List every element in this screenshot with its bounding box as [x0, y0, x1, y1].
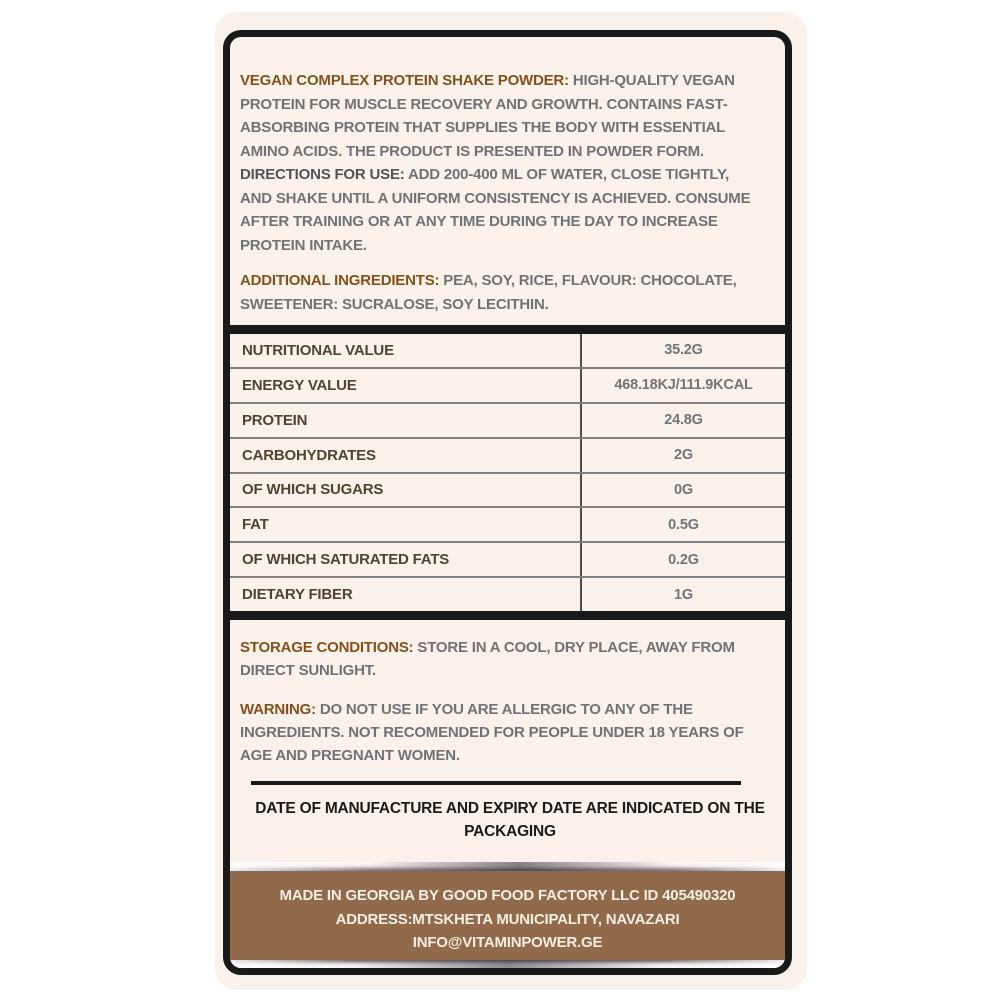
description-section — [230, 37, 785, 325]
storage-conditions-label: STORAGE CONDITIONS: — [240, 639, 414, 656]
additional-ingredients-text: PEA, SOY, RICE, FLAVOUR: CHOCOLATE, SWEETENER: SUCRALOSE, SOY LECITHIN. — [240, 272, 737, 313]
warning-label: WARNING: — [240, 701, 316, 718]
row-value: 2G — [674, 447, 693, 464]
row-value: 468.18KJ/111.9KCAL — [614, 377, 753, 394]
row-value: 0G — [674, 481, 693, 498]
label-panel — [215, 12, 807, 990]
row-label: FAT — [230, 508, 582, 541]
manufacturer-line: MADE IN GEORGIA BY GOOD FOOD FACTORY LLC ID 405490320 — [279, 887, 736, 904]
table-row — [230, 369, 785, 404]
product-description-text: HIGH-QUALITY VEGAN PROTEIN FOR MUSCLE RECOVERY AND GROWTH. CONTAINS FAST-ABSORBING PROTEIN THAT SUPPLIES THE BODY WITH ESSENTIAL AMINO ACIDS. THE PRODUCT IS PRESENTED IN POWDER FORM. — [240, 72, 735, 160]
additional-ingredients-label: ADDITIONAL INGREDIENTS: — [240, 272, 440, 289]
table-row — [230, 543, 785, 578]
product-name-label: VEGAN COMPLEX PROTEIN SHAKE POWDER: — [240, 72, 569, 89]
row-label: OF WHICH SATURATED FATS — [230, 543, 582, 576]
row-value: 0.2G — [668, 551, 699, 568]
table-row — [230, 439, 785, 474]
row-label: DIETARY FIBER — [230, 578, 582, 611]
manufacturer-email-line: INFO@VITAMINPOWER.GE — [412, 934, 603, 951]
row-label: ENERGY VALUE — [230, 369, 582, 402]
row-label: OF WHICH SUGARS — [230, 474, 582, 507]
directions-text: ADD 200-400 ML OF WATER, CLOSE TIGHTLY, AND SHAKE UNTIL A UNIFORM CONSISTENCY IS ACHIEVED. CONSUME AFTER TRAINING OR AT ANY TIME DURING THE DAY TO INCREASE PROTEIN INTAKE. — [240, 166, 751, 254]
horizontal-rule — [251, 781, 741, 785]
row-label: NUTRITIONAL VALUE — [230, 334, 582, 367]
row-label: PROTEIN — [230, 404, 582, 437]
date-of-manufacture-note: DATE OF MANUFACTURE AND EXPIRY DATE ARE INDICATED ON THE PACKAGING — [255, 800, 765, 840]
table-row — [230, 404, 785, 439]
row-value: 35.2G — [664, 342, 703, 359]
table-row — [230, 474, 785, 509]
manufacturer-box — [230, 871, 785, 960]
warning-text: DO NOT USE IF YOU ARE ALLERGIC TO ANY OF THE INGREDIENTS. NOT RECOMENDED FOR PEOPLE UNDER 18 YEARS OF AGE AND PREGNANT WOMEN. — [240, 701, 744, 764]
row-value: 24.8G — [664, 412, 703, 429]
storage-conditions-paragraph — [240, 636, 760, 682]
table-row — [230, 508, 785, 543]
section-divider-bar — [230, 325, 785, 334]
nutrition-table — [230, 334, 785, 611]
manufacturer-address-line: ADDRESS:MTSKHETA MUNICIPALITY, NAVAZARI — [335, 910, 680, 928]
section-divider-bar — [230, 611, 785, 620]
table-row — [230, 578, 785, 611]
additional-ingredients-paragraph — [240, 269, 760, 316]
label-border-box — [223, 30, 792, 975]
row-value: 1G — [674, 586, 693, 603]
warning-paragraph — [240, 698, 760, 767]
row-value: 0.5G — [668, 516, 699, 533]
table-row — [230, 334, 785, 369]
storage-conditions-text: STORE IN A COOL, DRY PLACE, AWAY FROM DIRECT SUNLIGHT. — [240, 639, 735, 679]
storage-section — [230, 620, 785, 862]
directions-label: DIRECTIONS FOR USE: — [240, 166, 405, 183]
metallic-stripe — [230, 960, 785, 968]
metallic-stripe — [230, 862, 785, 871]
row-label: CARBOHYDRATES — [230, 439, 582, 472]
product-description-paragraph — [240, 69, 760, 257]
